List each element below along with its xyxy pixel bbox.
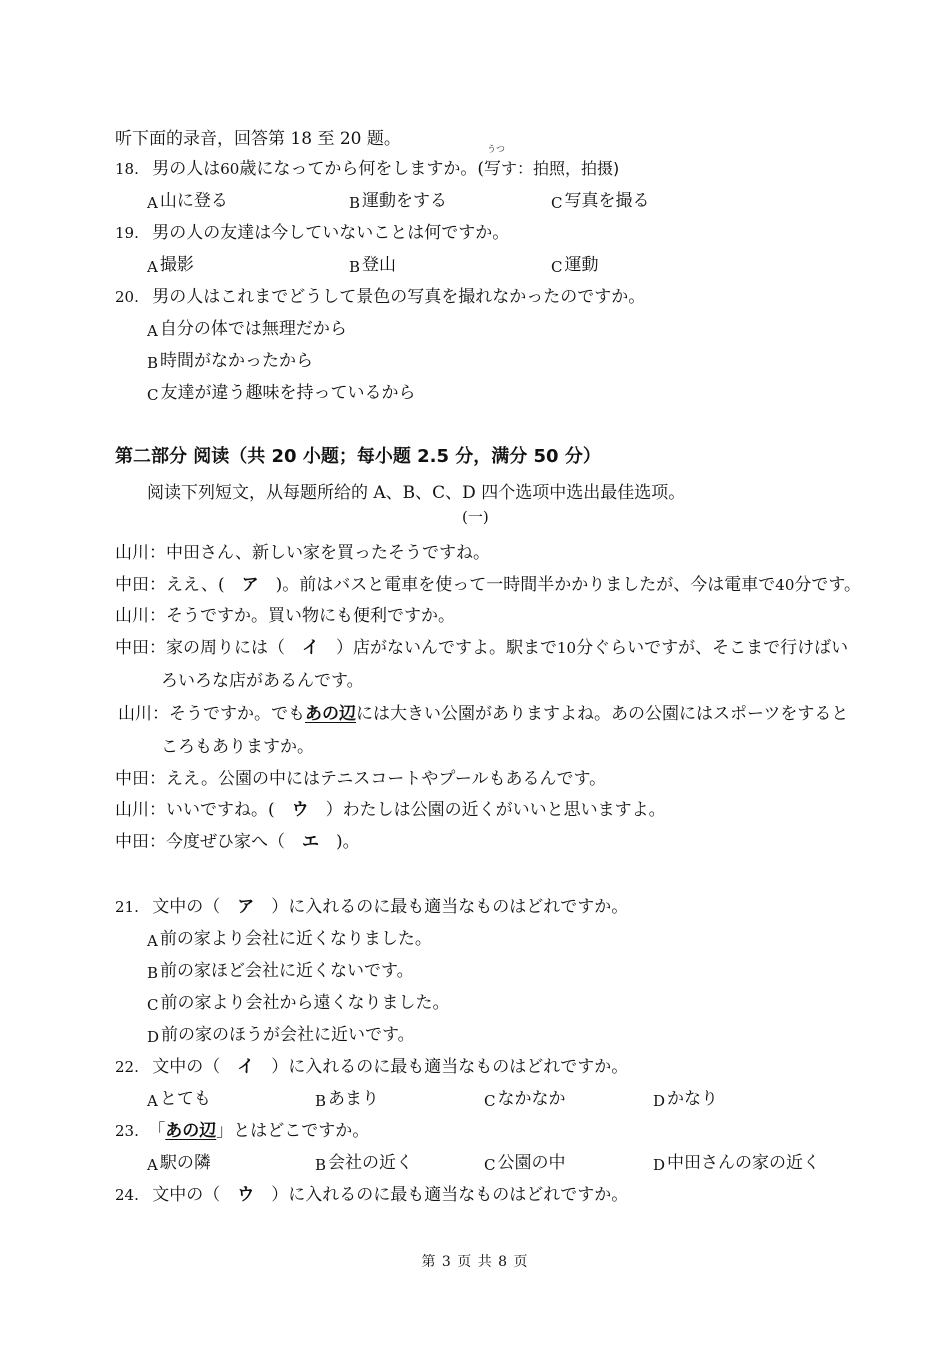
question-stem-cont: 歳になってから何をしますか。( bbox=[239, 159, 484, 179]
line-text: ええ。公園の中にはテニスコートやプールもあるんです。 bbox=[166, 769, 607, 789]
speaker: 中田： bbox=[115, 638, 166, 658]
question-23: 23. 「あの辺」とはどこですか。 bbox=[115, 1121, 370, 1141]
question-19 bbox=[115, 218, 509, 243]
underlined-phrase: あの辺 bbox=[305, 704, 356, 724]
question-stem: 男の人はこれまでどうして景色の写真を撮れなかったのですか。 bbox=[152, 287, 646, 307]
question-stem: 男の人の友達は今していないことは何ですか。 bbox=[152, 223, 510, 243]
question-number: 23. bbox=[115, 1122, 139, 1140]
option-b: B 前の家ほど会社に近くないです。 bbox=[147, 961, 414, 982]
speaker: 山川： bbox=[118, 704, 169, 724]
question-number: 21. bbox=[115, 898, 139, 916]
dialogue-line: 山川：そうですか。でもあの辺には大きい公園がありますよね。あの公園にはスポーツをすると bbox=[118, 704, 849, 724]
question-24: 24. 文中の（ ウ ）に入れるのに最も適当なものはどれですか。 bbox=[115, 1185, 629, 1205]
option-d: D かなり bbox=[653, 1089, 719, 1110]
option-b: B 時間がなかったから bbox=[147, 351, 314, 372]
blank-u: ウ bbox=[291, 800, 309, 820]
option-b: B 会社の近く bbox=[315, 1153, 414, 1174]
blank-i: イ bbox=[302, 638, 319, 658]
speaker: 中田： bbox=[115, 575, 166, 595]
section-heading: 第二部分 阅读（共 20 小题；每小题 2.5 分，满分 50 分） bbox=[115, 446, 601, 467]
option-a: A とても bbox=[147, 1089, 211, 1110]
option-a: A 前の家より会社に近くなりました。 bbox=[147, 929, 432, 950]
question-number: 19. bbox=[115, 224, 139, 242]
question-22: 22. 文中の（ イ ）に入れるのに最も適当なものはどれですか。 bbox=[115, 1057, 629, 1077]
line-text: 中田さん、新しい家を買ったそうですね。 bbox=[166, 543, 491, 563]
section-instruction: 阅读下列短文，从每题所给的 A、B、C、D 四个选项中选出最佳选项。 bbox=[147, 483, 686, 503]
passage-number: (一) bbox=[462, 508, 489, 526]
option-c: C 公園の中 bbox=[484, 1153, 566, 1174]
option-a: A 駅の隣 bbox=[147, 1153, 211, 1174]
speaker: 中田： bbox=[115, 769, 166, 789]
option-c: C 運動 bbox=[551, 255, 599, 276]
option-a: A 山に登る bbox=[147, 191, 228, 212]
speaker: 山川： bbox=[115, 543, 166, 563]
blank-a: ア bbox=[241, 575, 259, 595]
option-b: B 運動をする bbox=[349, 191, 448, 212]
option-a: A 自分の体では無理だから bbox=[147, 319, 347, 340]
option-c: C 前の家より会社から遠くなりました。 bbox=[147, 993, 450, 1014]
dialogue-line bbox=[115, 764, 606, 789]
speaker: 山川： bbox=[115, 800, 166, 820]
question-number: 24. bbox=[115, 1186, 139, 1204]
question-21: 21. 文中の（ ア ）に入れるのに最も適当なものはどれですか。 bbox=[115, 897, 629, 917]
dialogue-line bbox=[115, 601, 455, 626]
speaker: 中田： bbox=[115, 832, 166, 852]
option-b: B 登山 bbox=[349, 255, 397, 276]
dialogue-line-cont: ろいろな店があるんです。 bbox=[161, 671, 364, 691]
option-d: D 前の家のほうが会社に近いです。 bbox=[147, 1025, 415, 1046]
blank-e: エ bbox=[302, 832, 319, 852]
option-d: D 中田さんの家の近く bbox=[653, 1153, 821, 1174]
speaker: 山川： bbox=[115, 606, 166, 626]
ruby-word: うつ 写 bbox=[484, 154, 501, 179]
option-c: C 写真を撮る bbox=[551, 191, 650, 212]
option-b: B あまり bbox=[315, 1089, 380, 1110]
line-text: そうですか。買い物にも便利ですか。 bbox=[166, 606, 455, 626]
option-c: C 友達が違う趣味を持っているから bbox=[147, 383, 416, 404]
dialogue-line: 中田：家の周りには（ イ ）店がないんですよ。駅まで10分ぐらいですが、そこまで行けばい bbox=[115, 638, 849, 658]
option-a: A 撮影 bbox=[147, 255, 194, 276]
question-number: 22. bbox=[115, 1058, 139, 1076]
question-number: 20. bbox=[115, 288, 139, 306]
listening-intro: 听下面的录音，回答第 18 至 20 题。 bbox=[115, 129, 401, 149]
question-number: 18. bbox=[115, 160, 139, 178]
question-18 bbox=[115, 145, 620, 179]
question-stem: 男の人は bbox=[152, 159, 221, 179]
question-20 bbox=[115, 282, 645, 307]
stem-number: 60 bbox=[220, 160, 240, 178]
page-footer: 第 3 页 共 8 页 bbox=[421, 1254, 529, 1270]
underlined-phrase: あの辺 bbox=[165, 1121, 217, 1141]
dialogue-line-cont: ころもありますか。 bbox=[161, 737, 314, 757]
dialogue-line bbox=[115, 538, 490, 563]
dialogue-line: 中田：今度ぜひ家へ（ エ )。 bbox=[115, 832, 360, 852]
ruby-reading: うつ bbox=[487, 145, 506, 155]
dialogue-line: 中田：ええ、( ア )。前はバスと電車を使って一時間半かかりましたが、今は電車で40分です。 bbox=[115, 575, 862, 595]
vocab-note: す：拍照，拍摄) bbox=[501, 159, 620, 178]
dialogue-line: 山川：いいですね。( ウ ）わたしは公園の近くがいいと思いますよ。 bbox=[115, 800, 666, 820]
option-c: C なかなか bbox=[484, 1089, 566, 1110]
